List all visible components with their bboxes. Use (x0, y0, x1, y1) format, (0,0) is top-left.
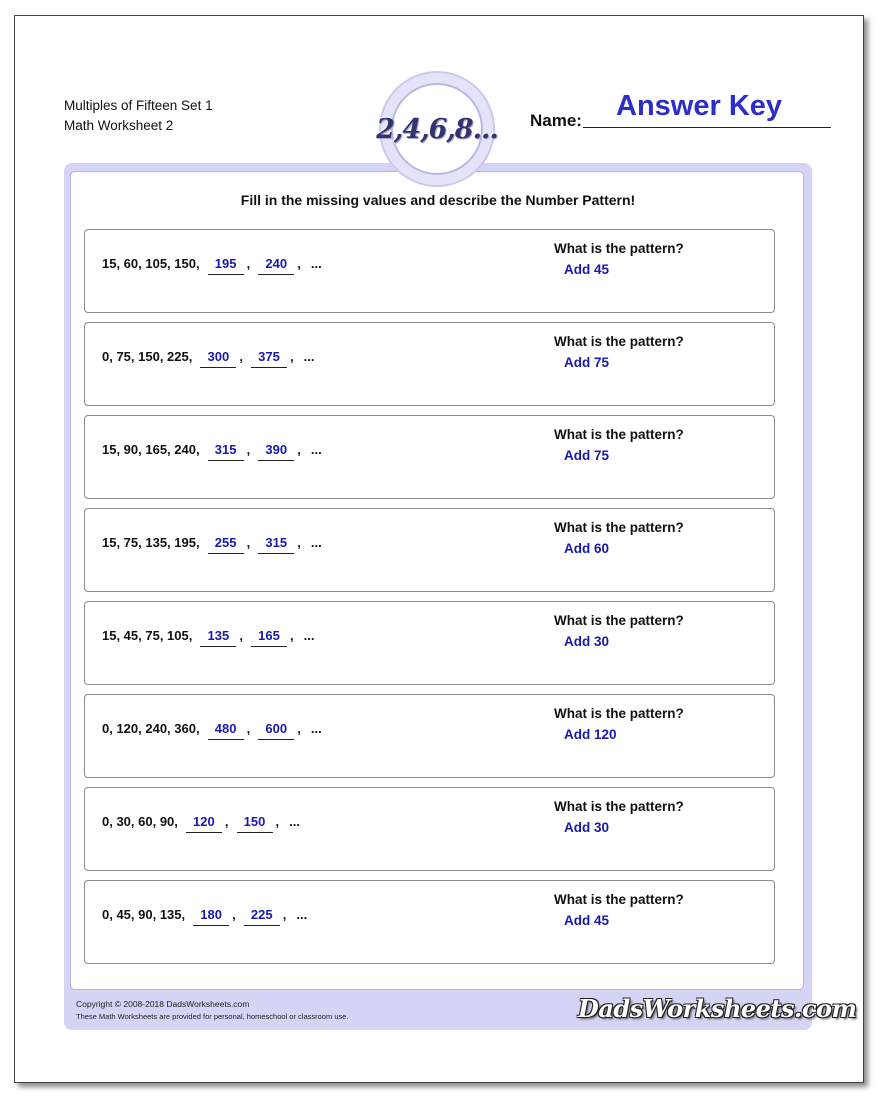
footer-copyright (76, 998, 349, 1023)
answer-blank-1[interactable]: 120 (186, 814, 222, 833)
pattern-question: What is the pattern? (554, 799, 684, 814)
answer-blank-1[interactable]: 300 (200, 349, 236, 368)
ellipsis: ... (296, 907, 308, 922)
worksheet-title (64, 96, 213, 136)
problem-box (84, 787, 775, 871)
pattern-question: What is the pattern? (554, 334, 684, 349)
pattern-answer[interactable]: Add 75 (564, 355, 610, 370)
answer-blank-1[interactable]: 195 (208, 256, 244, 275)
answer-blank-1[interactable]: 255 (208, 535, 244, 554)
answer-blank-1[interactable]: 180 (193, 907, 229, 926)
number-pattern-badge (376, 71, 498, 187)
comma-separator: , (297, 256, 301, 271)
pattern-question: What is the pattern? (554, 892, 684, 907)
answer-blank-1[interactable]: 315 (208, 442, 244, 461)
ellipsis: ... (310, 256, 322, 271)
pattern-answer[interactable]: Add 60 (564, 541, 610, 556)
badge-inner-circle (376, 83, 498, 175)
problem-box (84, 880, 775, 964)
pattern-question: What is the pattern? (554, 427, 684, 442)
given-terms: 15, 45, 75, 105, (102, 628, 193, 643)
comma-separator: , (239, 628, 243, 643)
answer-blank-2[interactable]: 600 (258, 721, 294, 740)
problem-box (84, 229, 775, 313)
comma-separator: , (289, 628, 294, 643)
comma-separator: , (297, 442, 301, 457)
comma-separator: , (246, 442, 251, 457)
ellipsis: ... (310, 535, 322, 550)
comma-separator: , (297, 535, 301, 550)
problem-box (84, 601, 775, 685)
badge-text: 2,4,6,8... (376, 113, 498, 145)
ellipsis: ... (303, 349, 315, 364)
answer-blank-2[interactable]: 375 (251, 349, 287, 368)
comma-separator: , (289, 349, 294, 364)
pattern-answer[interactable]: Add 45 (564, 262, 610, 277)
answer-blank-2[interactable]: 390 (258, 442, 294, 461)
number-sequence (102, 535, 322, 554)
comma-separator: , (275, 814, 280, 829)
pattern-answer[interactable]: Add 120 (564, 727, 617, 742)
pattern-answer[interactable]: Add 30 (564, 634, 610, 649)
pattern-answer[interactable]: Add 30 (564, 820, 610, 835)
comma-separator: , (246, 256, 251, 271)
given-terms: 0, 75, 150, 225, (102, 349, 193, 364)
answer-blank-2[interactable]: 150 (237, 814, 273, 833)
number-sequence (102, 349, 314, 368)
ellipsis: ... (310, 442, 322, 457)
comma-separator: , (246, 535, 251, 550)
dadsworksheets-logo[interactable]: DadsWorksheets.com (578, 994, 857, 1023)
given-terms: 0, 45, 90, 135, (102, 907, 186, 922)
instruction-text: Fill in the missing values and describe the Number Pattern! (240, 192, 636, 208)
ellipsis: ... (310, 721, 322, 736)
given-terms: 15, 75, 135, 195, (102, 535, 200, 550)
title-line-2: Math Worksheet 2 (64, 118, 174, 133)
number-sequence (102, 256, 322, 275)
given-terms: 0, 30, 60, 90, (102, 814, 178, 829)
name-label: Name: (530, 111, 582, 130)
number-sequence (102, 814, 300, 833)
number-sequence (102, 628, 314, 647)
answer-blank-2[interactable]: 165 (251, 628, 287, 647)
problem-box (84, 694, 775, 778)
pattern-question: What is the pattern? (554, 613, 684, 628)
problem-box (84, 415, 775, 499)
name-line (583, 127, 831, 128)
answer-blank-1[interactable]: 135 (200, 628, 236, 647)
pattern-answer[interactable]: Add 75 (564, 448, 610, 463)
comma-separator: , (239, 349, 243, 364)
comma-separator: , (232, 907, 236, 922)
answer-blank-2[interactable]: 315 (258, 535, 294, 554)
pattern-question: What is the pattern? (554, 706, 684, 721)
number-sequence (102, 442, 322, 461)
title-line-1: Multiples of Fifteen Set 1 (64, 98, 213, 113)
problem-box (84, 322, 775, 406)
pattern-answer[interactable]: Add 45 (564, 913, 610, 928)
answer-blank-2[interactable]: 240 (258, 256, 294, 275)
given-terms: 0, 120, 240, 360, (102, 721, 200, 736)
given-terms: 15, 60, 105, 150, (102, 256, 200, 271)
number-sequence (102, 907, 307, 926)
answer-key-title: Answer Key (616, 90, 783, 122)
pattern-question: What is the pattern? (554, 241, 684, 256)
given-terms: 15, 90, 165, 240, (102, 442, 200, 457)
pattern-question: What is the pattern? (554, 520, 684, 535)
ellipsis: ... (303, 628, 315, 643)
problem-box (84, 508, 775, 592)
usage-notice: These Math Worksheets are provided for personal, homeschool or classroom use. (76, 1011, 349, 1021)
answer-blank-1[interactable]: 480 (208, 721, 244, 740)
comma-separator: , (246, 721, 251, 736)
comma-separator: , (224, 814, 229, 829)
answer-blank-2[interactable]: 225 (244, 907, 280, 926)
number-sequence (102, 721, 322, 740)
copyright-text: Copyright © 2008-2018 DadsWorksheets.com (76, 999, 250, 1009)
comma-separator: , (282, 907, 287, 922)
comma-separator: , (297, 721, 301, 736)
ellipsis: ... (289, 814, 300, 829)
